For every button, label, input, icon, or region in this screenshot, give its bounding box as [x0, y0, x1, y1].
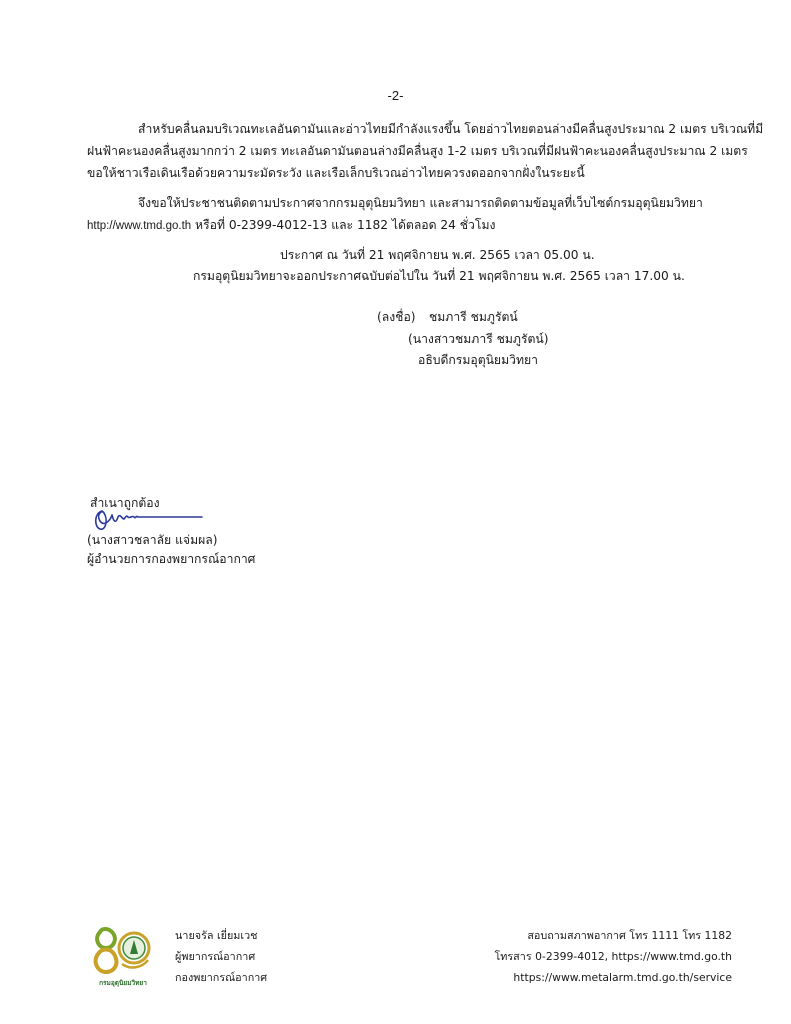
next-announcement: กรมอุตุนิยมวิทยาจะออกประกาศฉบับต่อไปใน วันที่ 21 พฤศจิกายน พ.ศ. 2565 เวลา 17.00 น. [193, 269, 685, 283]
forecaster-name: นายจรัล เยี่ยมเวช [175, 929, 258, 942]
certifier-title: ผู้อำนวยการกองพยากรณ์อากาศ [87, 552, 256, 566]
tmd-80-logo [92, 924, 154, 986]
certified-copy-label: สำเนาถูกต้อง [90, 496, 160, 510]
contact-service-link[interactable]: https://www.metalarm.tmd.go.th/service [513, 971, 732, 984]
contact-phone: สอบถามสภาพอากาศ โทร 1111 โทร 1182 [527, 929, 732, 942]
contact-fax-website[interactable]: โทรสาร 0-2399-4012, https://www.tmd.go.th [494, 950, 732, 963]
paragraph-line [87, 215, 495, 237]
logo-emblem-icon [92, 924, 154, 976]
forecaster-role: ผู้พยากรณ์อากาศ [175, 950, 256, 963]
page-number: -2- [387, 88, 404, 103]
paragraph-line: ขอให้ชาวเรือเดินเรือด้วยความระมัดระวัง และเรือเล็กบริเวณอ่าวไทยควรงดออกจากฝั่งในระยะนี้ [87, 166, 585, 180]
paragraph-line: ฝนฟ้าคะนองคลื่นสูงมากกว่า 2 เมตร ทะเลอันดามันตอนล่างมีคลื่นสูง 1-2 เมตร บริเวณที่มีฝนฟ้าคะนองคลื่นสูงประมาณ 2 เมตร [87, 144, 748, 158]
signatory-full-name: (นางสาวชมภารี ชมภูรัตน์) [408, 332, 549, 346]
signatory-title: อธิบดีกรมอุตุนิยมวิทยา [418, 353, 538, 367]
logo-caption: กรมอุตุนิยมวิทยา [99, 979, 147, 987]
signed-label: (ลงชื่อ) [377, 310, 416, 324]
certifier-name: (นางสาวชลาลัย แจ่มผล) [87, 533, 218, 547]
paragraph-line: สำหรับคลื่นลมบริเวณทะเลอันดามันและอ่าวไทยมีกำลังแรงขึ้น โดยอ่าวไทยตอนล่างมีคลื่นสูงประมาณ 2 เมตร บริเวณที่มี [138, 122, 764, 136]
issued-datetime: ประกาศ ณ วันที่ 21 พฤศจิกายน พ.ศ. 2565 เวลา 05.00 น. [280, 248, 595, 262]
phone-info: หรือที่ 0-2399-4012-13 และ 1182 ได้ตลอด 24 ชั่วโมง [191, 218, 496, 232]
paragraph-line: จึงขอให้ประชาชนติดตามประกาศจากกรมอุตุนิยมวิทยา และสามารถติดตามข้อมูลที่เว็บไซต์กรมอุตุนิยมวิทยา [138, 196, 703, 210]
forecaster-division: กองพยากรณ์อากาศ [175, 971, 268, 984]
tmd-website-link[interactable]: http://www.tmd.go.th [87, 220, 192, 232]
signed-name: ชมภารี ชมภูรัตน์ [429, 310, 518, 324]
